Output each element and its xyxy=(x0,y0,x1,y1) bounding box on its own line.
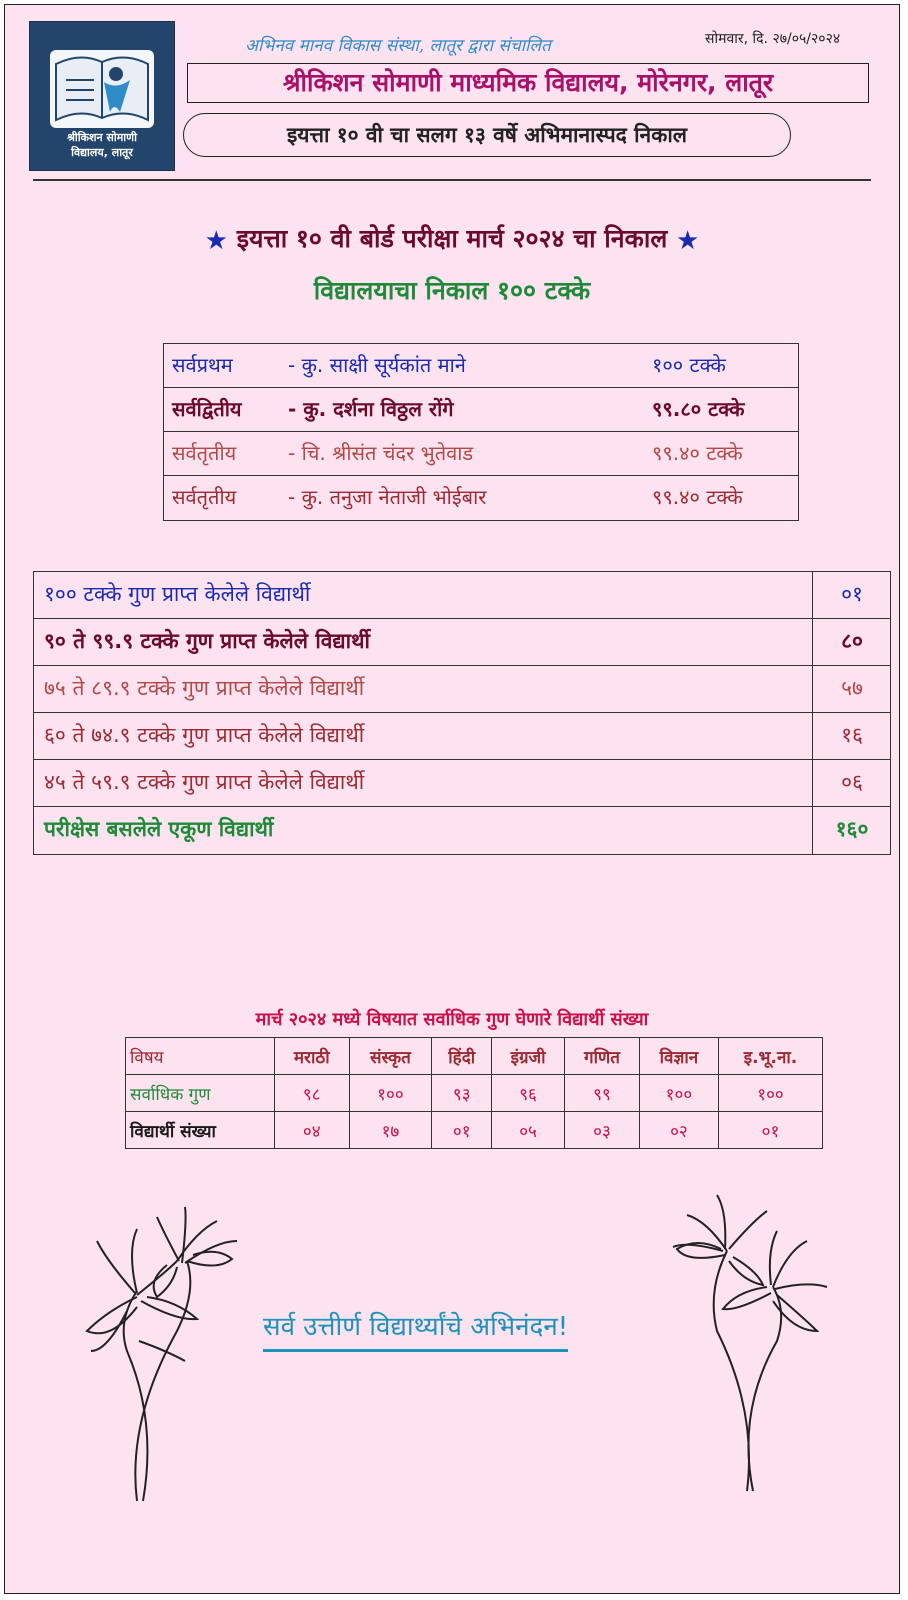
table-header-cell: विज्ञान xyxy=(639,1038,718,1075)
table-cell: ०१ xyxy=(719,1112,823,1149)
distribution-label: १०० टक्के गुण प्राप्त केलेले विद्यार्थी xyxy=(44,582,311,606)
table-row xyxy=(126,1112,823,1149)
school-logo xyxy=(29,21,175,171)
topper-score: ९९.४० टक्के xyxy=(652,441,743,465)
result-subtitle: विद्यालयाचा निकाल १०० टक्के xyxy=(313,276,591,305)
distribution-label: ४५ ते ५९.९ टक्के गुण प्राप्त केलेले विद्यार्थी xyxy=(44,770,365,794)
distribution-count: ८० xyxy=(812,619,891,665)
distribution-row xyxy=(34,572,890,619)
distribution-count: ५७ xyxy=(812,666,891,712)
logo-caption-line1: श्रीकिशन सोमाणी xyxy=(67,131,137,144)
flower-illustration-left-icon xyxy=(67,1201,247,1511)
toppers-table xyxy=(163,343,799,521)
topper-row xyxy=(164,344,798,388)
distribution-row xyxy=(34,619,890,666)
table-header-cell: इंग्रजी xyxy=(492,1038,565,1075)
topper-row xyxy=(164,476,798,520)
table-header-cell: मराठी xyxy=(275,1038,350,1075)
table-cell: ०१ xyxy=(432,1112,492,1149)
result-title xyxy=(5,221,899,256)
distribution-total-row xyxy=(34,807,890,854)
distribution-row xyxy=(34,760,890,807)
table-header-cell: विषय xyxy=(126,1038,275,1075)
distribution-label: परीक्षेस बसलेले एकूण विद्यार्थी xyxy=(44,817,274,841)
table-cell: ९९ xyxy=(565,1075,640,1112)
distribution-count: १६ xyxy=(812,713,891,759)
topper-score: ९९.४० टक्के xyxy=(652,485,743,509)
topper-rank: सर्वद्वितीय xyxy=(172,397,242,421)
logo-caption-line2: विद्यालय, लातूर xyxy=(71,146,133,159)
date-text: सोमवार, दि. २७/०५/२०२४ xyxy=(705,31,841,47)
table-cell: ०३ xyxy=(565,1112,640,1149)
table-header-cell: संस्कृत xyxy=(349,1038,432,1075)
table-cell: ९३ xyxy=(432,1075,492,1112)
star-icon: ★ xyxy=(676,226,700,256)
topper-name: - कु. साक्षी सूर्यकांत माने xyxy=(288,353,466,377)
achievement-banner: इयत्ता १० वी चा सलग १३ वर्षे अभिमानास्पद निकाल xyxy=(183,113,791,157)
distribution-label: ७५ ते ८९.९ टक्के गुण प्राप्त केलेले विद्यार्थी xyxy=(44,676,365,700)
table-cell: ९८ xyxy=(275,1075,350,1112)
topper-row xyxy=(164,432,798,476)
table-cell: १०० xyxy=(719,1075,823,1112)
school-name: श्रीकिशन सोमाणी माध्यमिक विद्यालय, मोरेनगर, लातूर xyxy=(187,63,869,103)
book-emblem-icon xyxy=(50,50,154,128)
distribution-row xyxy=(34,713,890,760)
result-title-text: इयत्ता १० वी बोर्ड परीक्षा मार्च २०२४ चा निकाल xyxy=(236,224,668,253)
table-header-cell: हिंदी xyxy=(432,1038,492,1075)
logo-caption xyxy=(30,130,174,160)
topper-name: - चि. श्रीसंत चंदर भुतेवाड xyxy=(288,441,474,465)
table-row xyxy=(126,1075,823,1112)
topper-rank: सर्वतृतीय xyxy=(172,441,237,465)
table-cell: विद्यार्थी संख्या xyxy=(126,1112,275,1149)
result-poster xyxy=(4,4,900,1594)
congratulations-message: सर्व उत्तीर्ण विद्यार्थ्यांचे अभिनंदन! xyxy=(263,1307,568,1352)
distribution-label: ९० ते ९९.९ टक्के गुण प्राप्त केलेले विद्यार्थी xyxy=(44,629,370,653)
topper-name: - कु. दर्शना विठ्ठल रोंगे xyxy=(288,397,454,421)
marks-distribution-table xyxy=(33,571,891,855)
distribution-label: ६० ते ७४.९ टक्के गुण प्राप्त केलेले विद्यार्थी xyxy=(44,723,365,747)
topper-score: १०० टक्के xyxy=(652,353,726,377)
table-header-cell: इ.भू.ना. xyxy=(719,1038,823,1075)
table-cell: सर्वाधिक गुण xyxy=(126,1075,275,1112)
table-cell: १०० xyxy=(639,1075,718,1112)
flower-illustration-right-icon xyxy=(667,1191,837,1501)
topper-name: - कु. तनुजा नेताजी भोईबार xyxy=(288,485,487,509)
topper-score: ९९.८० टक्के xyxy=(652,397,745,421)
topper-rank: सर्वप्रथम xyxy=(172,353,233,377)
table-cell: ९६ xyxy=(492,1075,565,1112)
topper-row xyxy=(164,388,798,432)
table-header-row xyxy=(126,1038,823,1075)
table-cell: ०४ xyxy=(275,1112,350,1149)
subject-table-title: मार्च २०२४ मध्ये विषयात सर्वाधिक गुण घेणारे विद्यार्थी संख्या xyxy=(255,1009,649,1030)
distribution-row xyxy=(34,666,890,713)
topper-rank: सर्वतृतीय xyxy=(172,485,237,509)
distribution-count: ०१ xyxy=(812,572,891,618)
star-icon: ★ xyxy=(204,226,228,256)
table-header-cell: गणित xyxy=(565,1038,640,1075)
distribution-count: १६० xyxy=(812,807,891,854)
trust-name: अभिनव मानव विकास संस्था, लातूर द्वारा संचालित xyxy=(245,36,551,56)
subject-top-marks-table xyxy=(125,1037,823,1149)
table-cell: ०५ xyxy=(492,1112,565,1149)
distribution-count: ०६ xyxy=(812,760,891,806)
header-divider xyxy=(33,179,871,181)
table-cell: ०२ xyxy=(639,1112,718,1149)
table-cell: १७ xyxy=(349,1112,432,1149)
table-cell: १०० xyxy=(349,1075,432,1112)
